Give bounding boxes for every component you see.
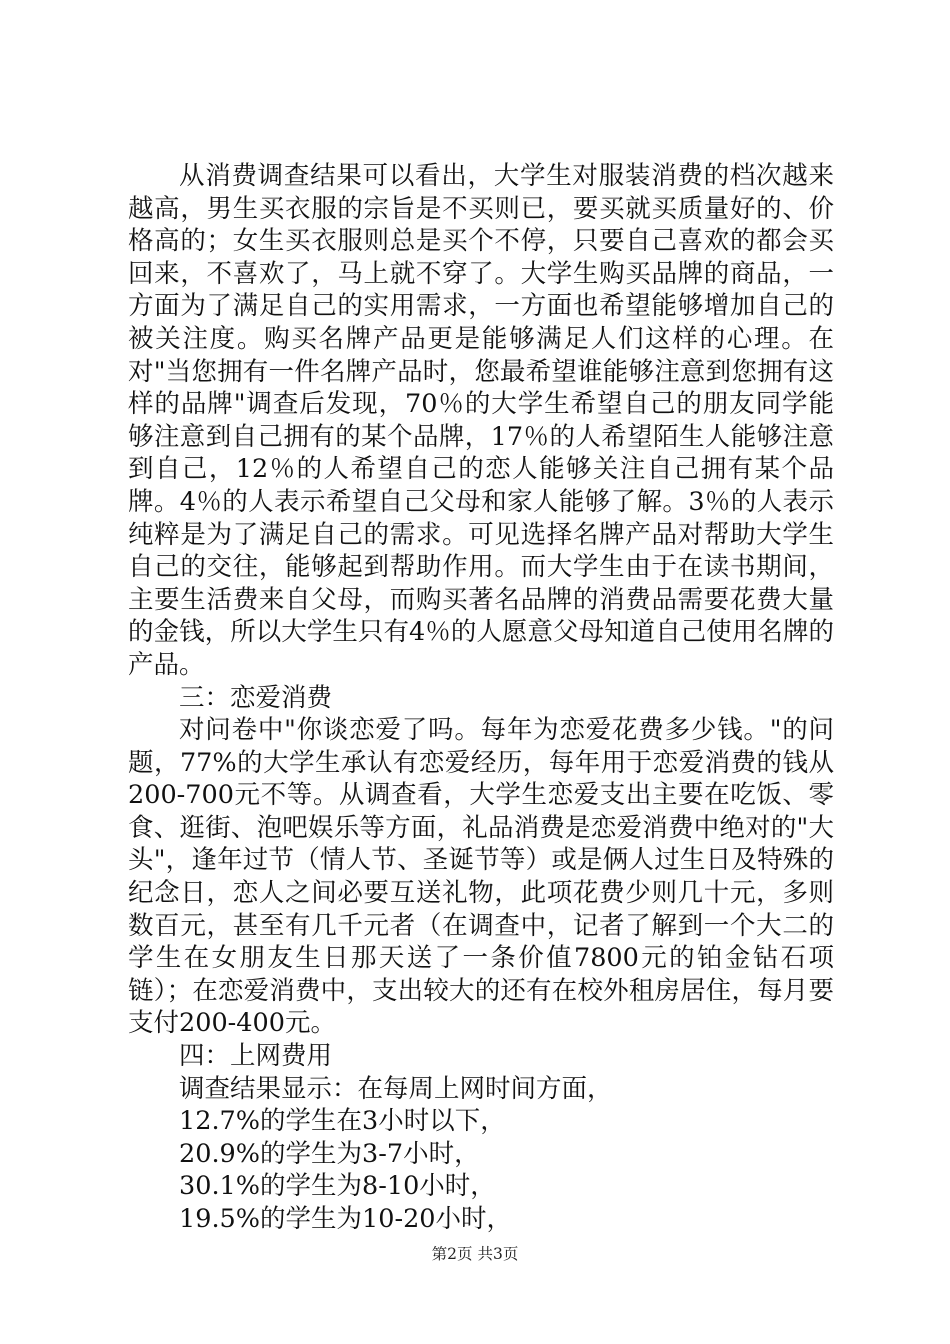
- page-number-footer: 第2页 共3页: [431, 1245, 519, 1263]
- paragraph-internet-survey-intro: 调查结果显示：在每周上网时间方面，: [179, 1073, 613, 1104]
- list-item: 20.9%的学生为3-7小时，: [179, 1138, 480, 1169]
- paragraph-love-consumption: 对问卷中"你谈恋爱了吗。每年为恋爱花费多少钱。"的问题，77%的大学生承认有恋爱经历，每年用于恋爱消费的钱从200-700元不等。从调查看，大学生恋爱支出主要在吃饭、零食、逛街、泡吧娱乐等方面，礼品消费是恋爱消费中绝对的"大头"，逢年过节（情人节、圣诞节等）或是俩人过生日及特殊的纪念日，恋人之间必要互送礼物，此项花费少则几十元，多则数百元，甚至有几千元者（在调查中，记者了解到一个大二的学生在女朋友生日那天送了一条价值7800元的铂金钻石项链）；在恋爱消费中，支出较大的还有在校外租房居住，每月要支付200-400元。: [128, 715, 834, 1039]
- list-item: 30.1%的学生为8-10小时，: [179, 1171, 496, 1202]
- section-heading-internet-cost: 四：上网费用: [179, 1041, 333, 1072]
- list-item: 12.7%的学生在3小时以下，: [179, 1106, 506, 1137]
- paragraph-clothing-consumption: 从消费调查结果可以看出，大学生对服装消费的档次越来越高，男生买衣服的宗旨是不买则已，要买就买质量好的、价格高的；女生买衣服则总是买个不停，只要自己喜欢的都会买回来，不喜欢了，马上就不穿了。大学生购买品牌的商品，一方面为了满足自己的实用需求，一方面也希望能够增加自己的被关注度。购买名牌产品更是能够满足人们这样的心理。在对"当您拥有一件名牌产品时，您最希望谁能够注意到您拥有这样的品牌"调查后发现，70％的大学生希望自己的朋友同学能够注意到自己拥有的某个品牌，17％的人希望陌生人能够注意到自己，12％的人希望自己的恋人能够关注自己拥有某个品牌。4％的人表示希望自己父母和家人能够了解。3％的人表示纯粹是为了满足自己的需求。可见选择名牌产品对帮助大学生自己的交往，能够起到帮助作用。而大学生由于在读书期间，主要生活费来自父母，而购买著名品牌的消费品需要花费大量的金钱，所以大学生只有4％的人愿意父母知道自己使用名牌的产品。: [128, 161, 834, 680]
- list-item: 19.5%的学生为10-20小时，: [179, 1204, 513, 1234]
- document-body: [128, 160, 834, 1236]
- section-heading-love-consumption: 三：恋爱消费: [179, 682, 333, 713]
